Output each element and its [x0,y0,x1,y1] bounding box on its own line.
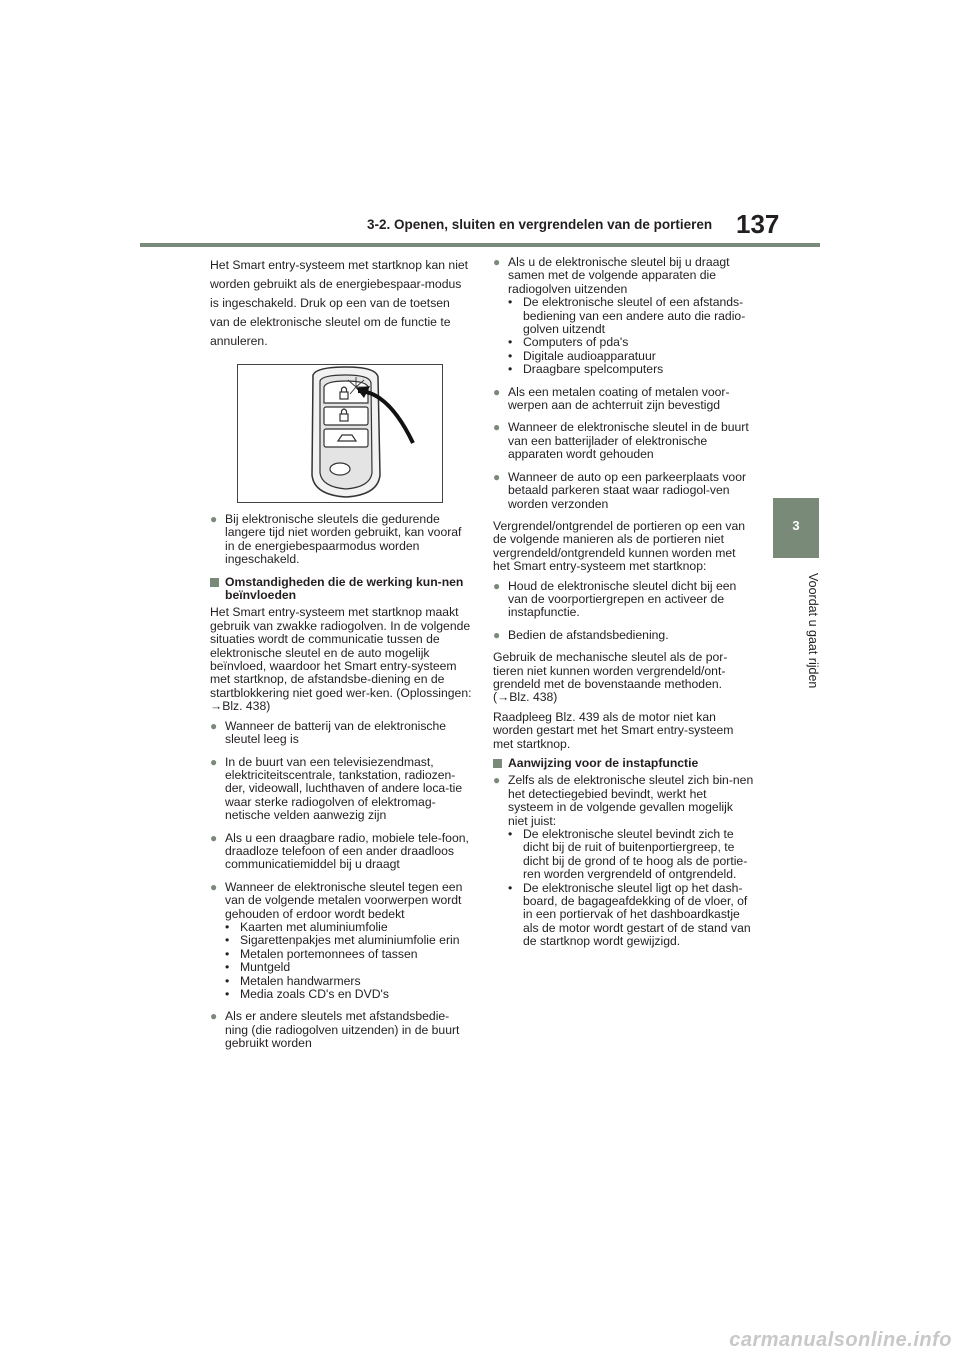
paragraph-radio-waves: Het Smart entry-systeem met startknop maakt gebruik van zwakke radiogolven. In de volgende situaties wordt de communicatie tussen de elektronische sleutel en de auto mogelijk beïnvloed, waardoor het Smart entry-systeem met startknop, de afstandsbe-diening en de startblokkering niet goed wer-ken. (Oplossingen: →Blz. 438) [210,605,472,714]
list-item: ● Houd de elektronische sleutel dicht bij een van de voorportiergrepen en activeer de instapfunctie. [493,578,737,620]
sub-item: • Muntgeld [225,960,291,975]
bullet-dot-icon: ● [493,469,501,484]
sub-item: • De elektronische sleutel of een afstands-bediening van een andere auto die radio-golven uitzendt [508,295,746,337]
list-item: ● Wanneer de batterij van de elektronische sleutel leeg is [210,718,447,747]
list-item: ● Bedien de afstandsbediening. [493,627,669,642]
bullet-dot-icon: ● [210,754,218,769]
bullet-dot-icon: ● [210,512,218,526]
sub-item: • Digitale audioapparatuur [508,348,656,363]
left-column [210,256,472,1060]
section-title: 3-2. Openen, sluiten en vergrendelen van de portieren [367,217,713,232]
sub-item: • Sigarettenpakjes met aluminiumfolie erin [225,933,460,948]
bullet-dot-icon: ● [210,879,218,894]
intro-paragraph: Het Smart entry-systeem met startknop kan niet worden gebruikt als de energiebespaar-modus is ingeschakeld. Druk op een van de toetsen van de elektronische sleutel om de functie te annuleren. [210,258,469,348]
sub-item: • Draagbare spelcomputers [508,362,664,377]
bullet-dot-icon: ● [210,830,218,845]
chapter-number: 3 [792,518,800,533]
sub-item: • Computers of pda's [508,335,629,350]
heading-entry-function: Aanwijzing voor de instapfunctie [493,757,755,770]
bullet-dot-icon: ● [493,420,501,435]
sub-item: • Kaarten met aluminiumfolie [225,919,388,934]
watermark-logo: carmanualsonline.info [729,1329,952,1351]
list-item: ● Zelfs als de elektronische sleutel zich bin-nen het detectiegebied bevindt, werkt het systeem in de volgende gevallen mogelijk niet juist: • De elektronische sleutel bevindt zich te dicht bij de ruit of buitenportiergreep, te dicht bij de grond of te hoog als de portie-ren worden vergrendeld of ontgrendeld. • De elektronische sleutel ligt op het dash-board, de bagageafdekking of de vloer, of in een portiervak of het dashboardkastje als de motor wordt gestart of de stand van de startknop wordt gewijzigd. [493,773,754,949]
page-number: 137 [736,209,780,239]
chapter-title: Voordat u gaat rijden [806,573,820,689]
sub-item: • De elektronische sleutel bevindt zich te dicht bij de ruit of buitenportiergreep, te dicht bij de grond of te hoog als de portie-ren worden vergrendeld of ontgrendeld. [508,827,748,882]
list-item: ● Wanneer de auto op een parkeerplaats voor betaald parkeren staat waar radiogol-ven worden verzonden [493,469,747,511]
sub-item: • Metalen portemonnees of tassen [225,946,418,961]
list-item: ● Wanneer de elektronische sleutel tegen een van de volgende metalen voorwerpen wordt gehouden of erdoor wordt bedekt • Kaarten met aluminiumfolie • Sigarettenpakjes met aluminiumfolie erin • Metalen portemonnees of tassen • Muntgeld • Metalen handwarmers • Media zoals CD's en DVD's [210,881,472,1002]
list-item: ● Wanneer de elektronische sleutel in de buurt van een batterijlader of elektronische apparaten wordt gehouden [493,420,749,462]
bullet-dot-icon: ● [210,1009,218,1024]
key-fob-illustration [237,364,443,503]
bullet-dot-icon: ● [493,578,501,593]
list-item: ● Als er andere sleutels met afstandsbedie-ning (die radiogolven uitzenden) in de buurt gebruikt worden [210,1009,460,1051]
chapter-tab [773,498,819,558]
list-item: ● Als u de elektronische sleutel bij u draagt samen met de volgende apparaten die radiogolven uitzenden • De elektronische sleutel of een afstands-bediening van een andere auto die radio-golven uitzendt • Computers of pda's • Digitale audioapparatuur • Draagbare spelcomputers [493,256,755,377]
list-item: ● Als u een draagbare radio, mobiele tele-foon, draadloze telefoon of een ander draadloos communicatiemiddel bij u draagt [210,830,469,872]
sub-item: • Metalen handwarmers [225,973,361,988]
key-fob-icon [238,365,442,502]
paragraph-lock-methods: Vergrendel/ontgrendel de portieren op een van de volgende manieren als de portieren niet vergrendeld/ontgrendeld kunnen worden met het Smart entry-systeem met startknop: [493,518,746,574]
square-bullet-icon [210,578,219,587]
right-column [493,256,755,958]
bullet-dot-icon: ● [493,773,501,788]
sub-item: • De elektronische sleutel ligt op het dash-board, de bagageafdekking of de vloer, of in een portiervak of het dashboardkastje als de motor wordt gestart of de stand van de startknop wordt gewijzigd. [508,880,751,949]
list-item: ● Als een metalen coating of metalen voor-werpen aan de achterruit zijn bevestigd [493,384,730,413]
bullet-dot-icon: ● [493,384,501,399]
bullet-dot-icon: ● [493,255,501,269]
paragraph-mechanical-key: Gebruik de mechanische sleutel als de por-tieren niet kunnen worden vergrendeld/ont-grendeld met de bovenstaande methoden. (→Blz. 438) [493,650,728,705]
bullet-energy-save: ● Bij elektronische sleutels die gedurende langere tijd niet worden gebruikt, kan vooraf in de energiebespaarmodus worden ingeschakeld. [210,512,462,567]
bullet-dot-icon: ● [210,718,218,733]
list-item: ● In de buurt van een televisiezendmast, elektriciteitscentrale, tankstation, radiozen-der, videowall, luchthaven of andere loca-tie waar sterke radiogolven of elektromag-netische velden aanwezig zijn [210,754,463,823]
paragraph-engine-start: Raadpleeg Blz. 439 als de motor niet kan worden gestart met het Smart entry-systeem met startknop. [493,709,734,751]
bullet-dot-icon: ● [493,627,501,642]
square-bullet-icon [493,759,502,768]
heading-circumstances: Omstandigheden die de werking kun-nen beïnvloeden [210,576,472,603]
header-rule [140,243,820,247]
sub-item: • Media zoals CD's en DVD's [225,987,389,1001]
